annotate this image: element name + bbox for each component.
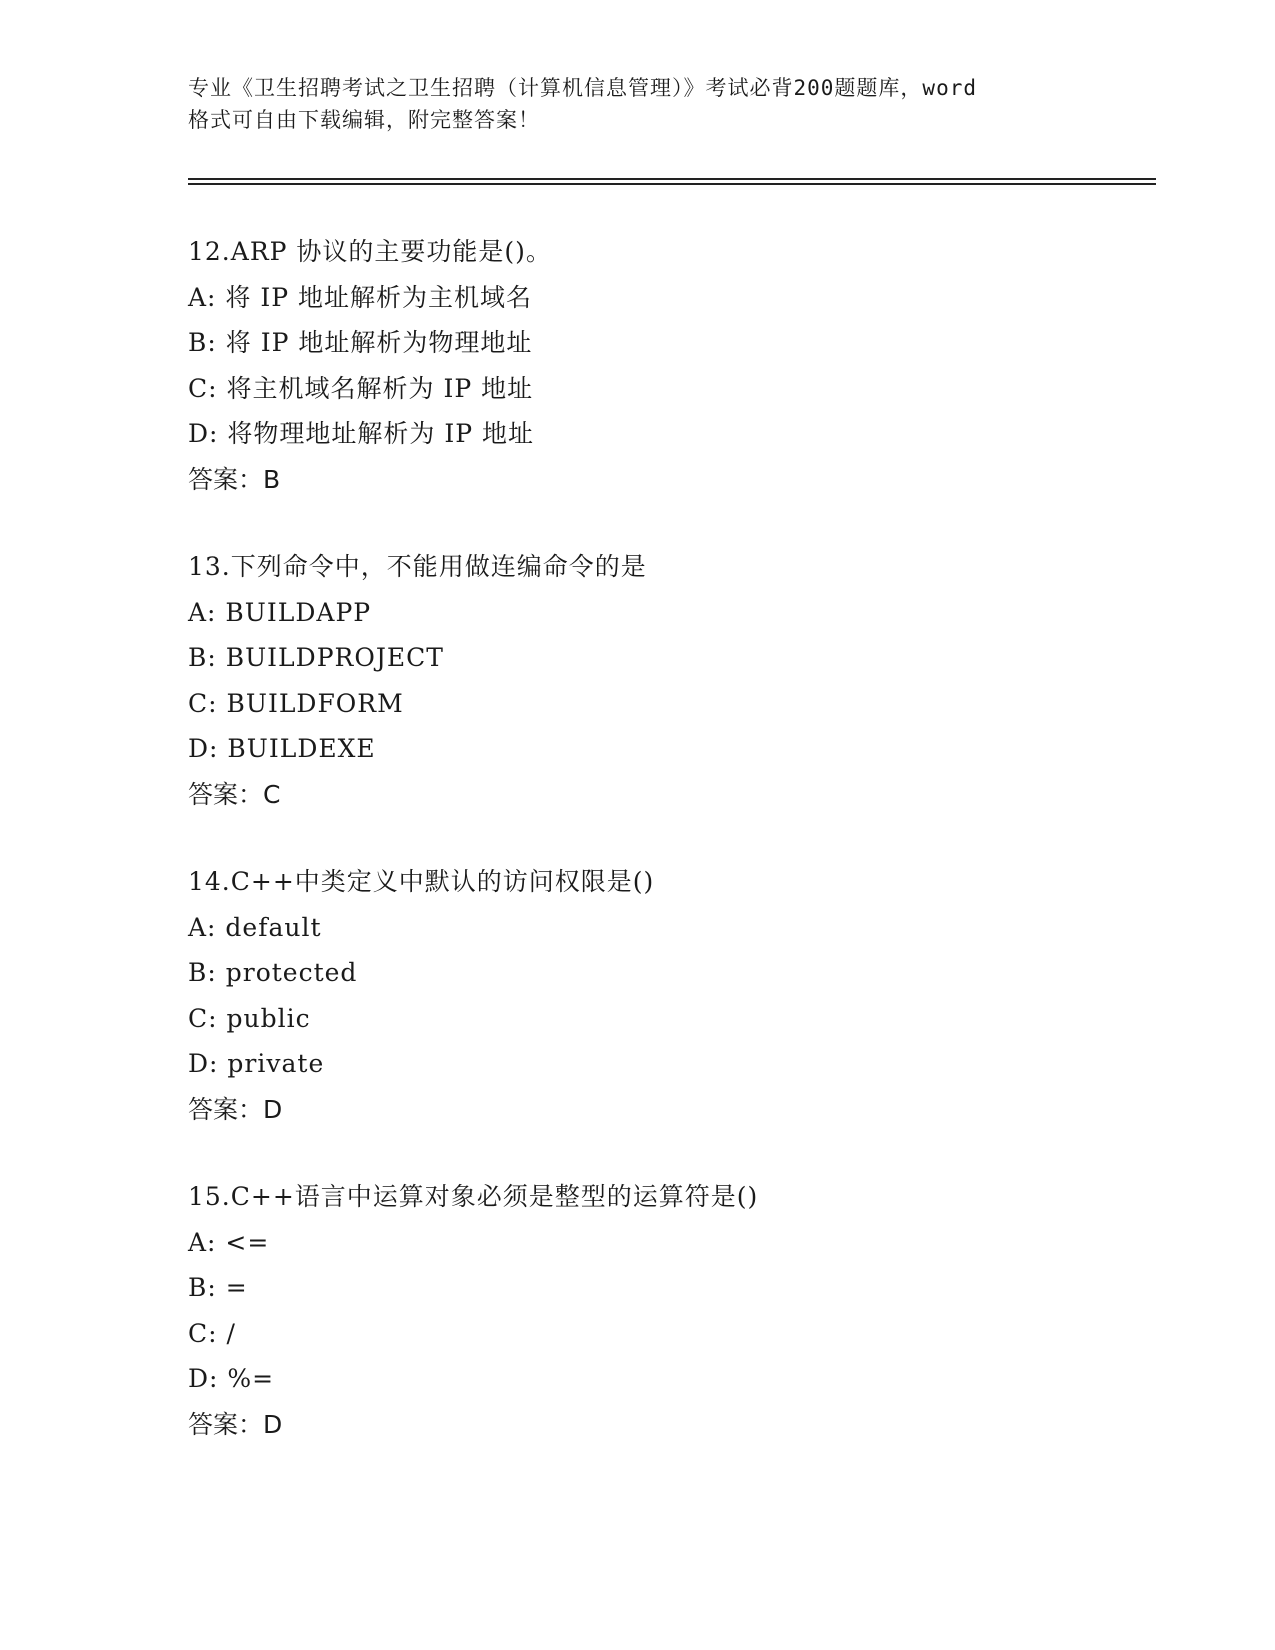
question-stem: 13.下列命令中，不能用做连编命令的是 (188, 552, 647, 581)
question-12 (188, 229, 1148, 502)
header-line-2: 格式可自由下载编辑，附完整答案！ (188, 108, 540, 132)
question-15 (188, 1174, 1148, 1447)
question-stem: 12.ARP 协议的主要功能是()。 (188, 237, 552, 266)
answer: 答案：D (188, 1094, 283, 1124)
question-stem: 15.C++语言中运算对象必须是整型的运算符是() (188, 1182, 759, 1211)
option-a: A: BUILDAPP (188, 597, 372, 627)
option-c: C: / (188, 1318, 236, 1348)
option-d: D: private (188, 1049, 325, 1078)
option-a: A: <= (188, 1227, 270, 1257)
answer: 答案：B (188, 464, 281, 494)
document-header (188, 72, 1088, 136)
option-d: D: BUILDEXE (188, 734, 376, 763)
option-b: B: BUILDPROJECT (188, 643, 444, 672)
option-d: D: %= (188, 1364, 275, 1393)
option-c: C: public (188, 1003, 311, 1033)
header-divider-top (188, 178, 1156, 180)
option-a: A: 将 IP 地址解析为主机域名 (188, 282, 533, 312)
header-divider-bottom (188, 183, 1156, 185)
option-c: C: BUILDFORM (188, 688, 404, 718)
option-d: D: 将物理地址解析为 IP 地址 (188, 419, 535, 448)
option-b: B: = (188, 1273, 248, 1302)
option-c: C: 将主机域名解析为 IP 地址 (188, 373, 534, 403)
option-b: B: protected (188, 958, 358, 987)
answer: 答案：C (188, 779, 281, 809)
answer: 答案：D (188, 1409, 283, 1439)
header-line-1: 专业《卫生招聘考试之卫生招聘（计算机信息管理）》考试必背200题题库，word (188, 76, 977, 100)
question-14 (188, 859, 1148, 1132)
option-a: A: default (188, 912, 322, 942)
question-stem: 14.C++中类定义中默认的访问权限是() (188, 867, 655, 896)
option-b: B: 将 IP 地址解析为物理地址 (188, 328, 533, 357)
question-13 (188, 544, 1148, 817)
